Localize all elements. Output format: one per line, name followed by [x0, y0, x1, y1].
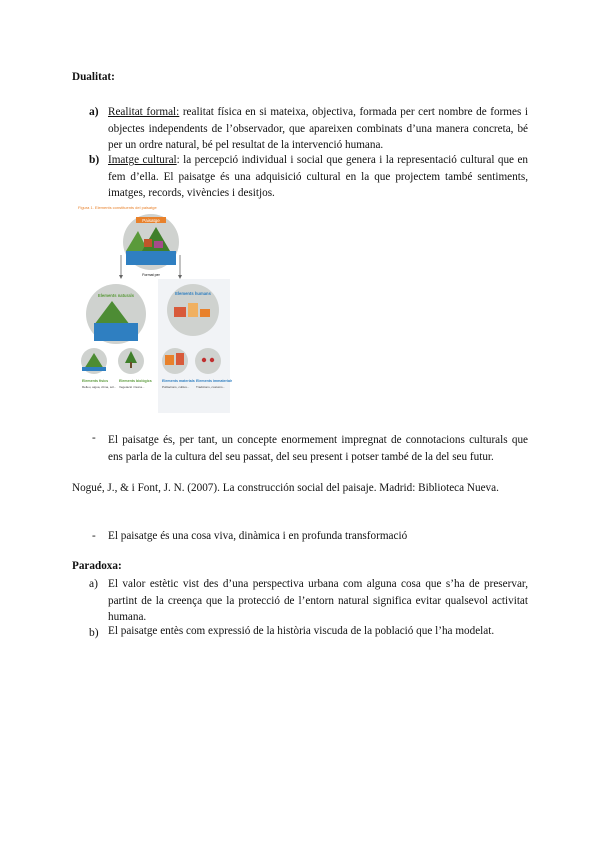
landscape-diagram — [76, 203, 232, 413]
landscape-figure — [76, 203, 232, 413]
paisatge-label: Paisatge — [142, 218, 160, 223]
bullet-marker-2: - — [92, 530, 96, 542]
term-realitat-formal: Realitat formal: — [108, 106, 180, 118]
bullet-marker-1: - — [92, 432, 96, 444]
immaterials-label: Elements immaterials — [196, 379, 232, 383]
section-heading-paradoxa: Paradoxa: — [72, 560, 122, 572]
natural-label: Elements naturals — [97, 293, 135, 298]
biologics-desc: Vegetació i fauna... — [119, 385, 145, 389]
list-item-realitat-formal — [108, 104, 528, 154]
materials-label: Elements materials — [162, 379, 195, 383]
paradoxa-item-b: El paisatge entès com expressió de la història viscuda de la població que l’ha modelat. — [108, 625, 495, 637]
paradoxa-marker-b: b) — [89, 627, 99, 639]
bullet-paisatge-concepte: El paisatge és, per tant, un concepte enormement impregnat de connotacions culturals que ens parla de la cultura del seu passat, del seu present i potser també de la del seu futur. — [108, 434, 528, 463]
bullet-paisatge-viu: El paisatge és una cosa viva, dinàmica i en profunda transformació — [108, 530, 408, 542]
paradoxa-item-a: El valor estètic vist des d’una perspectiva urbana com alguna cosa que s’ha de preservar, partint de la creença que la protecció de l’entorn natural significa evitar qualsevol activitat humana. — [108, 578, 528, 623]
citation: Nogué, J., & i Font, J. N. (2007). La construcción social del paisaje. Madrid: Biblioteca Nueva. — [72, 482, 499, 494]
list-marker-b: b) — [89, 154, 100, 166]
immaterials-circle — [195, 348, 221, 374]
immaterials-desc: Tradicions, costums... — [196, 385, 226, 389]
biologics-label: Elements biològics — [119, 379, 152, 383]
format-per-label: Format per — [142, 273, 160, 277]
fisics-desc: Relleu, aigua, clima, sòl... — [82, 385, 117, 389]
list-marker-a: a) — [89, 106, 99, 118]
imatge-cultural-text: : la percepció individual i social que genera i la representació cultural que en fem d’ella. El paisatge és una adquisició cultural en la que projectem també sentiments, imatges, records, vivències i desitjos. — [108, 154, 528, 199]
realitat-formal-text: realitat física en si mateixa, objectiva, formada per cert nombre de formes i objectes independents de l’observador, que apareixen combinats d’una manera concreta, bé per un ordre natural, bé pel resultat de la intervenció humana. — [108, 106, 528, 151]
materials-desc: Poblacions, cultius... — [162, 385, 190, 389]
section-heading-dualitat: Dualitat: — [72, 71, 115, 83]
paradoxa-marker-a: a) — [89, 578, 98, 590]
fisics-label: Elements físics — [82, 379, 109, 383]
figure-title: Figura 1. Elements constituents del paisatge — [78, 205, 157, 210]
term-imatge-cultural: Imatge cultural — [108, 154, 177, 166]
list-item-imatge-cultural — [108, 152, 528, 202]
human-label: Elements humans — [175, 291, 211, 296]
